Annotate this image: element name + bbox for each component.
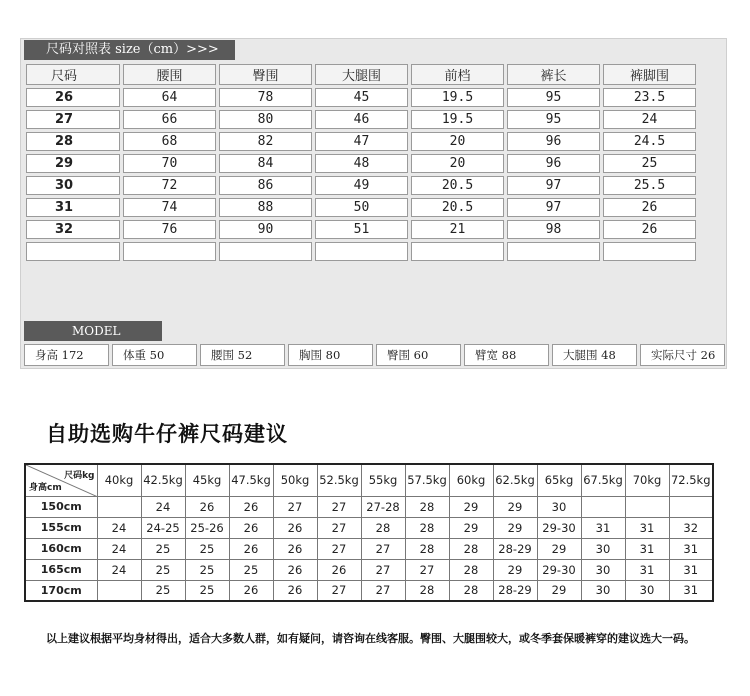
height-cell: 150cm: [25, 496, 97, 517]
size-suggestion-cell: 28: [405, 580, 449, 601]
size-row: [26, 88, 696, 107]
size-cell: 86: [219, 176, 312, 195]
size-cell: 66: [123, 110, 216, 129]
size-suggestion-cell: 26: [273, 538, 317, 559]
size-cell: 20.5: [411, 198, 504, 217]
size-suggestion-cell: 26: [317, 559, 361, 580]
size-cell: 96: [507, 132, 600, 151]
model-measurement: 大腿围 48: [552, 344, 637, 366]
size-suggestion-cell: 26: [229, 496, 273, 517]
size-empty-cell: [315, 242, 408, 261]
size-header-cell: 臀围: [219, 64, 312, 85]
size-cell: 26: [603, 220, 696, 239]
size-cell: 95: [507, 110, 600, 129]
size-cell: 31: [26, 198, 120, 217]
size-empty-cell: [26, 242, 120, 261]
size-cell: 24: [603, 110, 696, 129]
recommendation-header-row: [25, 464, 713, 496]
size-row: [26, 132, 696, 151]
size-empty-cell: [123, 242, 216, 261]
size-suggestion-cell: 27: [317, 517, 361, 538]
size-suggestion-cell: 26: [273, 559, 317, 580]
size-suggestion-cell: 32: [669, 517, 713, 538]
size-cell: 50: [315, 198, 408, 217]
size-suggestion-cell: 26: [229, 580, 273, 601]
size-suggestion-cell: 25: [141, 580, 185, 601]
size-suggestion-cell: 25: [185, 559, 229, 580]
size-cell: 72: [123, 176, 216, 195]
size-suggestion-cell: 31: [625, 538, 669, 559]
size-cell: 47: [315, 132, 408, 151]
size-row: [26, 198, 696, 217]
size-suggestion-cell: 27: [361, 538, 405, 559]
size-suggestion-cell: [669, 496, 713, 517]
recommendation-row: [25, 580, 713, 601]
corner-height-label: 身高cm: [29, 482, 62, 493]
size-cell: 88: [219, 198, 312, 217]
size-suggestion-cell: 28: [449, 559, 493, 580]
size-cell: 28: [26, 132, 120, 151]
height-cell: 155cm: [25, 517, 97, 538]
size-header-cell: 腰围: [123, 64, 216, 85]
size-suggestion-cell: 28: [405, 517, 449, 538]
size-row: [26, 176, 696, 195]
size-cell: 51: [315, 220, 408, 239]
size-suggestion-cell: 24: [97, 559, 141, 580]
size-cell: 45: [315, 88, 408, 107]
recommendation-row: [25, 496, 713, 517]
size-cell: 68: [123, 132, 216, 151]
size-empty-cell: [219, 242, 312, 261]
size-suggestion-cell: 30: [581, 538, 625, 559]
size-suggestion-cell: 29: [449, 496, 493, 517]
weight-header-cell: 47.5kg: [229, 464, 273, 496]
height-cell: 170cm: [25, 580, 97, 601]
size-suggestion-cell: 28: [405, 496, 449, 517]
size-cell: 46: [315, 110, 408, 129]
size-cell: 96: [507, 154, 600, 173]
size-cell: 23.5: [603, 88, 696, 107]
model-measurements: [24, 344, 725, 366]
size-header-row: [26, 64, 696, 85]
size-cell: 19.5: [411, 88, 504, 107]
size-chart-tag: 尺码对照表 size（cm）>>>: [24, 40, 235, 60]
model-measurement: 实际尺寸 26: [640, 344, 725, 366]
size-cell: 95: [507, 88, 600, 107]
size-suggestion-cell: 29: [537, 580, 581, 601]
size-header-cell: 尺码: [26, 64, 120, 85]
size-cell: 70: [123, 154, 216, 173]
size-header-cell: 前档: [411, 64, 504, 85]
size-suggestion-cell: 28-29: [493, 538, 537, 559]
weight-header-cell: 57.5kg: [405, 464, 449, 496]
model-measurement: 腰围 52: [200, 344, 285, 366]
weight-header-cell: 52.5kg: [317, 464, 361, 496]
size-suggestion-cell: 26: [185, 496, 229, 517]
weight-header-cell: 40kg: [97, 464, 141, 496]
size-suggestion-cell: 30: [581, 580, 625, 601]
size-cell: 74: [123, 198, 216, 217]
size-suggestion-cell: 26: [229, 517, 273, 538]
weight-header-cell: 70kg: [625, 464, 669, 496]
size-suggestion-cell: 28: [361, 517, 405, 538]
size-suggestion-cell: 29-30: [537, 517, 581, 538]
size-suggestion-cell: 27: [317, 580, 361, 601]
size-cell: 26: [26, 88, 120, 107]
size-suggestion-cell: [97, 496, 141, 517]
size-suggestion-cell: 29: [493, 517, 537, 538]
size-cell: 76: [123, 220, 216, 239]
size-row: [26, 154, 696, 173]
size-suggestion-cell: 29-30: [537, 559, 581, 580]
size-suggestion-cell: 30: [581, 559, 625, 580]
size-cell: 25: [603, 154, 696, 173]
weight-header-cell: 65kg: [537, 464, 581, 496]
size-suggestion-cell: 31: [625, 517, 669, 538]
size-suggestion-cell: 26: [229, 538, 273, 559]
size-suggestion-cell: 28: [449, 538, 493, 559]
size-empty-cell: [411, 242, 504, 261]
recommendation-row: [25, 538, 713, 559]
size-cell: 32: [26, 220, 120, 239]
size-cell: 26: [603, 198, 696, 217]
size-suggestion-cell: 25: [185, 538, 229, 559]
size-suggestion-cell: 27: [361, 580, 405, 601]
weight-header-cell: 60kg: [449, 464, 493, 496]
size-row: [26, 220, 696, 239]
size-suggestion-cell: 26: [273, 517, 317, 538]
size-empty-cell: [507, 242, 600, 261]
size-suggestion-cell: 24: [97, 538, 141, 559]
size-cell: 97: [507, 198, 600, 217]
size-suggestion-cell: [97, 580, 141, 601]
size-cell: 20: [411, 132, 504, 151]
size-suggestion-cell: 25: [141, 538, 185, 559]
size-header-cell: 裤长: [507, 64, 600, 85]
weight-header-cell: 62.5kg: [493, 464, 537, 496]
size-suggestion-cell: 25: [141, 559, 185, 580]
size-suggestion-cell: 29: [493, 559, 537, 580]
size-cell: 84: [219, 154, 312, 173]
size-suggestion-cell: 25: [185, 580, 229, 601]
size-suggestion-cell: 31: [669, 559, 713, 580]
model-measurement: 臂宽 88: [464, 344, 549, 366]
size-suggestion-cell: 27: [317, 538, 361, 559]
size-chart-panel: [20, 38, 727, 369]
size-suggestion-cell: 29: [493, 496, 537, 517]
size-cell: 78: [219, 88, 312, 107]
size-suggestion-cell: 24: [97, 517, 141, 538]
size-cell: 24.5: [603, 132, 696, 151]
weight-header-cell: 55kg: [361, 464, 405, 496]
size-suggestion-cell: 30: [537, 496, 581, 517]
size-cell: 80: [219, 110, 312, 129]
size-empty-row: [26, 242, 696, 261]
size-cell: 82: [219, 132, 312, 151]
weight-header-cell: 50kg: [273, 464, 317, 496]
size-cell: 20: [411, 154, 504, 173]
size-suggestion-cell: 25-26: [185, 517, 229, 538]
size-header-cell: 裤脚围: [603, 64, 696, 85]
recommendation-note: 以上建议根据平均身材得出，适合大多数人群，如有疑问，请咨询在线客服。臀围、大腿围较大，或冬季套保暖裤穿的建议选大一码。: [46, 632, 695, 645]
size-cell: 25.5: [603, 176, 696, 195]
size-suggestion-cell: 30: [625, 580, 669, 601]
size-suggestion-cell: 27: [317, 496, 361, 517]
size-row: [26, 110, 696, 129]
size-cell: 27: [26, 110, 120, 129]
size-cell: 21: [411, 220, 504, 239]
size-suggestion-cell: 28: [449, 580, 493, 601]
size-cell: 30: [26, 176, 120, 195]
size-cell: 48: [315, 154, 408, 173]
weight-header-cell: 42.5kg: [141, 464, 185, 496]
size-header-cell: 大腿围: [315, 64, 408, 85]
weight-header-cell: 72.5kg: [669, 464, 713, 496]
size-cell: 98: [507, 220, 600, 239]
recommendation-row: [25, 559, 713, 580]
model-measurement: 胸围 80: [288, 344, 373, 366]
size-suggestion-cell: 24: [141, 496, 185, 517]
model-tag: MODEL: [24, 321, 162, 341]
size-suggestion-cell: 31: [669, 538, 713, 559]
weight-header-cell: 67.5kg: [581, 464, 625, 496]
size-cell: 29: [26, 154, 120, 173]
size-suggestion-cell: [625, 496, 669, 517]
size-suggestion-cell: 31: [581, 517, 625, 538]
weight-header-cell: 45kg: [185, 464, 229, 496]
size-cell: 20.5: [411, 176, 504, 195]
corner-weight-label: 尺码kg: [64, 471, 95, 481]
size-cell: 97: [507, 176, 600, 195]
table-corner-cell: [25, 464, 97, 496]
model-measurement: 臀围 60: [376, 344, 461, 366]
size-suggestion-cell: 27-28: [361, 496, 405, 517]
recommendation-title: 自助选购牛仔裤尺码建议: [46, 422, 288, 446]
size-suggestion-cell: 29: [449, 517, 493, 538]
size-suggestion-cell: 29: [537, 538, 581, 559]
size-table: [23, 61, 699, 264]
recommendation-table: [24, 463, 714, 602]
size-suggestion-cell: 27: [273, 496, 317, 517]
size-suggestion-cell: 27: [361, 559, 405, 580]
size-suggestion-cell: 25: [229, 559, 273, 580]
height-cell: 165cm: [25, 559, 97, 580]
size-suggestion-cell: 31: [669, 580, 713, 601]
recommendation-row: [25, 517, 713, 538]
size-suggestion-cell: 24-25: [141, 517, 185, 538]
size-cell: 19.5: [411, 110, 504, 129]
model-measurement: 身高 172: [24, 344, 109, 366]
size-suggestion-cell: 26: [273, 580, 317, 601]
size-suggestion-cell: 28: [405, 538, 449, 559]
size-cell: 49: [315, 176, 408, 195]
size-cell: 90: [219, 220, 312, 239]
size-suggestion-cell: 27: [405, 559, 449, 580]
size-suggestion-cell: 28-29: [493, 580, 537, 601]
size-empty-cell: [603, 242, 696, 261]
size-suggestion-cell: [581, 496, 625, 517]
model-measurement: 体重 50: [112, 344, 197, 366]
height-cell: 160cm: [25, 538, 97, 559]
size-cell: 64: [123, 88, 216, 107]
size-suggestion-cell: 31: [625, 559, 669, 580]
